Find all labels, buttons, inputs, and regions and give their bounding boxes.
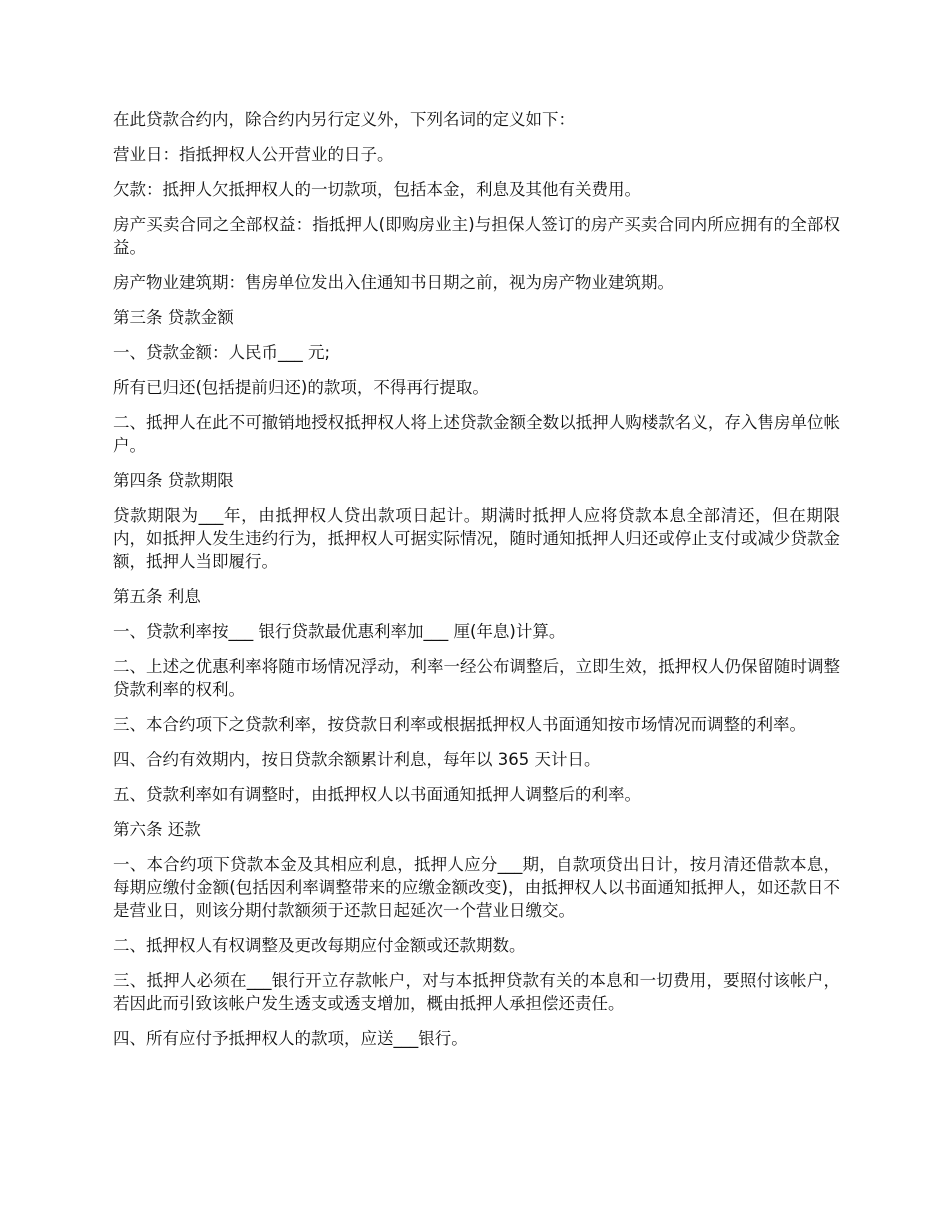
article-5-item-1: 一、贷款利率按___ 银行贷款最优惠利率加___ 厘(年息)计算。 xyxy=(113,622,566,641)
article-3-item-2: 二、抵押人在此不可撤销地授权抵押权人将上述贷款金额全数以抵押人购楼款名义，存入售房单位帐户。 xyxy=(113,413,840,455)
article-3-heading: 第三条 贷款金额 xyxy=(113,308,234,327)
article-3-item-1: 一、贷款金额：人民币___ 元; xyxy=(113,343,331,362)
document-body xyxy=(113,108,840,1062)
article-5-item-4: 四、合约有效期内，按日贷款余额累计利息，每年以 365 天计日。 xyxy=(113,750,601,769)
article-6-item-4: 四、所有应付予抵押权人的款项，应送___银行。 xyxy=(113,1029,468,1048)
article-5-heading: 第五条 利息 xyxy=(113,587,201,606)
article-5-item-3: 三、本合约项下之贷款利率，按贷款日利率或根据抵押权人书面通知按市场情况而调整的利率。 xyxy=(113,715,806,734)
definitions-intro: 在此贷款合约内，除合约内另行定义外，下列名词的定义如下： xyxy=(113,110,575,129)
definition-construction-period: 房产物业建筑期：售房单位发出入住通知书日期之前，视为房产物业建筑期。 xyxy=(113,273,674,292)
article-4-heading: 第四条 贷款期限 xyxy=(113,471,234,490)
article-3-note: 所有已归还(包括提前归还)的款项，不得再行提取。 xyxy=(113,378,489,397)
article-4-body: 贷款期限为___年，由抵押权人贷出款项日起计。期满时抵押人应将贷款本息全部清还，但在期限内，如抵押人发生违约行为，抵押权人可据实际情况，随时通知抵押人归还或停止支付或减少贷款金额，抵押人当即履行。 xyxy=(113,506,840,571)
article-5-item-5: 五、贷款利率如有调整时，由抵押权人以书面通知抵押人调整后的利率。 xyxy=(113,785,641,804)
article-6-heading: 第六条 还款 xyxy=(113,820,201,839)
definition-property-rights: 房产买卖合同之全部权益：指抵押人(即购房业主)与担保人签订的房产买卖合同内所应拥有的全部权益。 xyxy=(113,215,840,257)
article-5-item-2: 二、上述之优惠利率将随市场情况浮动，利率一经公布调整后，立即生效，抵押权人仍保留随时调整贷款利率的权利。 xyxy=(113,657,840,699)
article-6-item-2: 二、抵押权人有权调整及更改每期应付金额或还款期数。 xyxy=(113,936,526,955)
definition-debt: 欠款：抵押人欠抵押权人的一切款项，包括本金，利息及其他有关费用。 xyxy=(113,180,641,199)
definition-business-day: 营业日：指抵押权人公开营业的日子。 xyxy=(113,145,394,164)
article-6-item-3: 三、抵押人必须在___银行开立存款帐户，对与本抵押贷款有关的本息和一切费用，要照付该帐户，若因此而引致该帐户发生透支或透支增加，概由抵押人承担偿还责任。 xyxy=(113,971,840,1013)
article-6-item-1: 一、本合约项下贷款本金及其相应利息，抵押人应分___期，自款项贷出日计，按月清还借款本息，每期应缴付金额(包括因利率调整带来的应缴金额改变)，由抵押权人以书面通知抵押人，如还款日不是营业日，则该分期付款额须于还款日起延次一个营业日缴交。 xyxy=(113,855,840,920)
